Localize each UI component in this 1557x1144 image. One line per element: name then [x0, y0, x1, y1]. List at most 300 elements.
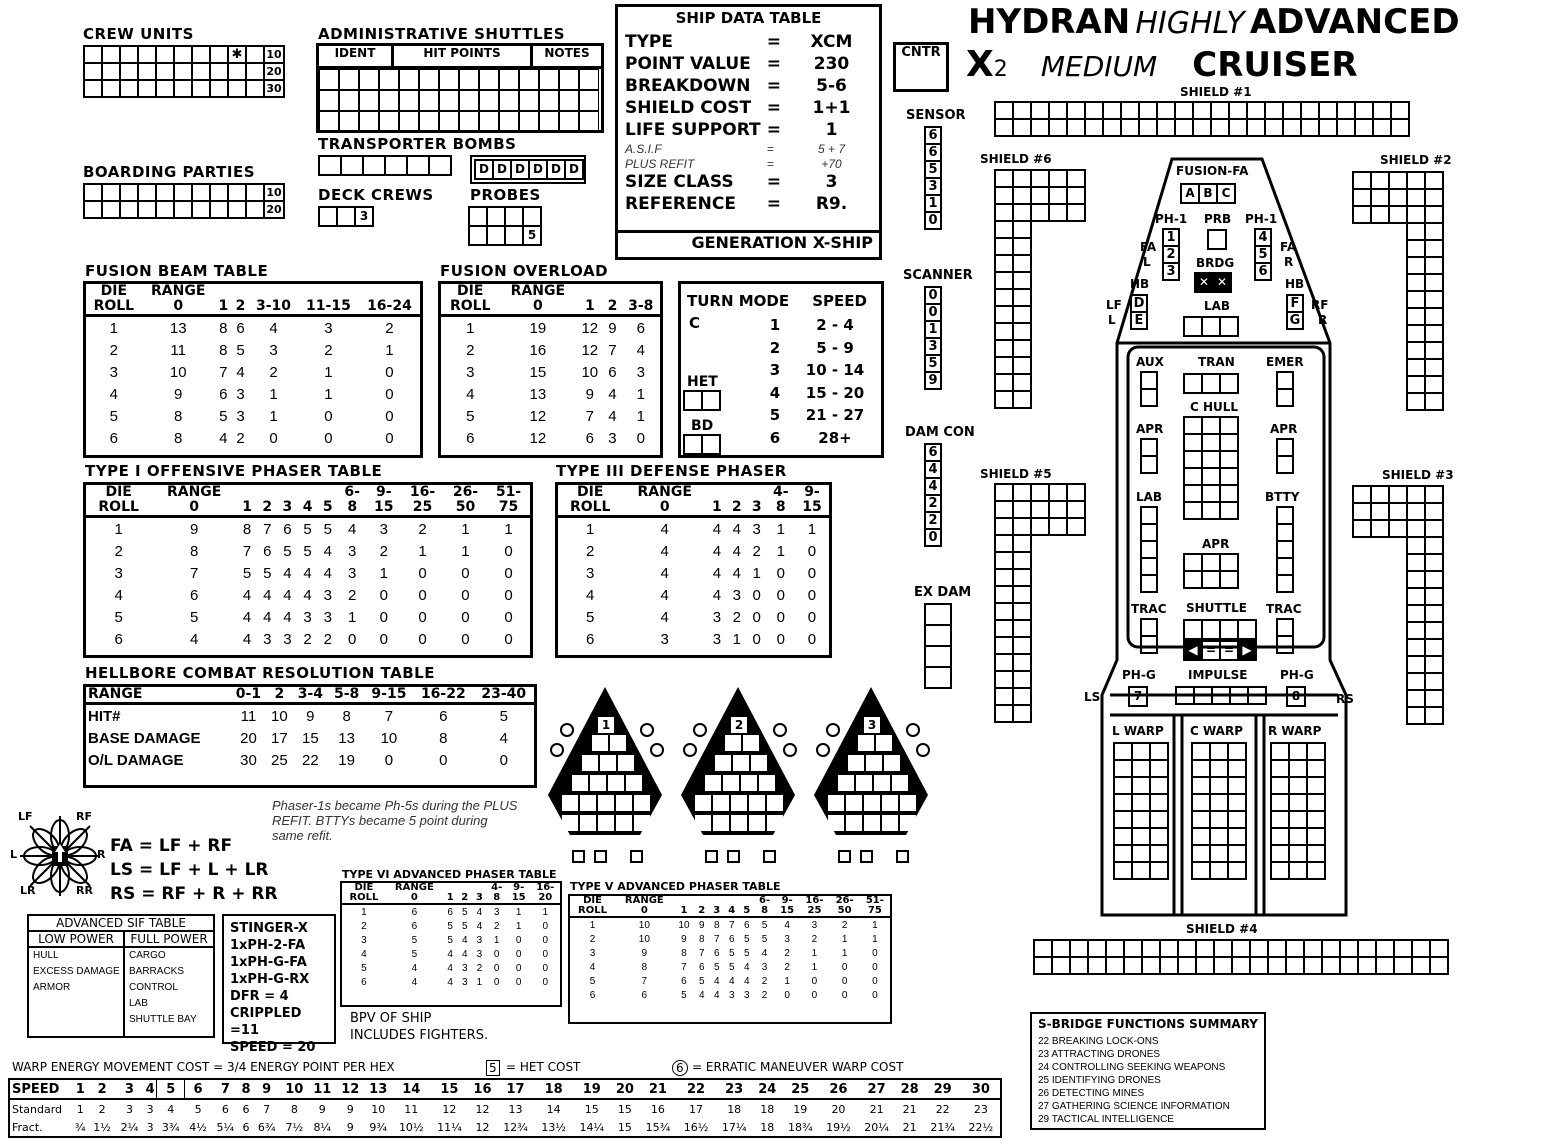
- shield-box[interactable]: [1406, 392, 1426, 411]
- fighter-box[interactable]: [892, 835, 908, 851]
- fighter-weapon-box[interactable]: [705, 850, 718, 863]
- damage-box[interactable]: [1288, 861, 1308, 880]
- fighter-box[interactable]: [598, 795, 614, 811]
- admin-box[interactable]: [499, 69, 519, 90]
- damage-box[interactable]: [1195, 956, 1215, 975]
- shield-box[interactable]: [1424, 706, 1444, 725]
- c-warp-boxes[interactable]: [1191, 742, 1245, 878]
- damage-box[interactable]: [1102, 118, 1122, 137]
- damage-box[interactable]: [1192, 118, 1212, 137]
- fighter-box[interactable]: [838, 835, 854, 851]
- damage-box[interactable]: [1210, 118, 1230, 137]
- fighter-box[interactable]: [864, 795, 880, 811]
- damage-box[interactable]: [1282, 118, 1302, 137]
- scanner-track[interactable]: [924, 288, 942, 390]
- phaser1-left-boxes[interactable]: 1 2 3: [1162, 230, 1180, 281]
- admin-box[interactable]: [579, 69, 599, 90]
- crew-box[interactable]: [173, 79, 193, 98]
- track-box[interactable]: 5: [924, 160, 942, 179]
- phg7-box[interactable]: 7: [1128, 686, 1146, 707]
- sensor-track[interactable]: [924, 128, 942, 230]
- damage-box[interactable]: [1246, 118, 1266, 137]
- damage-box[interactable]: [1159, 956, 1179, 975]
- admin-box[interactable]: [399, 90, 419, 111]
- admin-box[interactable]: [559, 111, 579, 132]
- track-box[interactable]: 4: [924, 460, 942, 479]
- exdam-box[interactable]: [924, 645, 952, 668]
- boarding-parties-grid[interactable]: [83, 183, 285, 217]
- track-box[interactable]: 2: [924, 511, 942, 530]
- transporter-d-boxes[interactable]: D D D D D D: [470, 155, 586, 184]
- bridge-boxes[interactable]: ✕ ✕: [1194, 272, 1230, 293]
- admin-box[interactable]: [359, 111, 379, 132]
- admin-box[interactable]: [499, 90, 519, 111]
- fighter-box[interactable]: [590, 775, 606, 791]
- admin-box[interactable]: [379, 111, 399, 132]
- fighter-box[interactable]: [856, 835, 872, 851]
- shield-box[interactable]: [1388, 519, 1408, 538]
- admin-box[interactable]: [419, 111, 439, 132]
- damage-box[interactable]: [1048, 118, 1068, 137]
- track-box[interactable]: 9: [924, 371, 942, 390]
- damage-box[interactable]: [1227, 861, 1247, 880]
- fighter-box[interactable]: [610, 735, 626, 751]
- shield-box[interactable]: [1030, 517, 1050, 536]
- apr-left-boxes[interactable]: [1140, 440, 1158, 474]
- crew-box[interactable]: ✱: [227, 45, 247, 64]
- c-hull-boxes[interactable]: [1183, 416, 1237, 518]
- fighter-box[interactable]: [592, 735, 608, 751]
- fighter-box[interactable]: [848, 755, 864, 771]
- fighter-box[interactable]: [874, 835, 890, 851]
- fusion-abc[interactable]: A B C: [1180, 183, 1234, 204]
- fighter-box[interactable]: [715, 755, 731, 771]
- fighter-box[interactable]: [598, 815, 614, 831]
- fighter-box[interactable]: [572, 835, 588, 851]
- deck-crews-boxes[interactable]: 3: [318, 206, 372, 227]
- admin-box[interactable]: [579, 90, 599, 111]
- fighter-box[interactable]: [695, 815, 711, 831]
- damage-box[interactable]: [1264, 118, 1284, 137]
- hellbore-fg-boxes[interactable]: F G: [1286, 296, 1304, 330]
- admin-box[interactable]: [519, 111, 539, 132]
- fighter-weapon-box[interactable]: [727, 850, 740, 863]
- track-box[interactable]: 6: [924, 143, 942, 162]
- damage-box[interactable]: [1174, 118, 1194, 137]
- fighter-box[interactable]: [874, 775, 890, 791]
- btty-boxes[interactable]: [1276, 508, 1294, 593]
- damage-box[interactable]: [1012, 118, 1032, 137]
- boarding-box[interactable]: [227, 200, 247, 219]
- warp-cell: 9: [346, 1120, 354, 1134]
- admin-box[interactable]: [559, 90, 579, 111]
- shield-box[interactable]: [1406, 706, 1426, 725]
- fighter-box[interactable]: [741, 835, 757, 851]
- fighter-box[interactable]: [846, 795, 862, 811]
- apr-center-boxes[interactable]: [1183, 553, 1237, 587]
- fighter-box[interactable]: [618, 755, 634, 771]
- fighter-box[interactable]: [767, 795, 783, 811]
- track-box[interactable]: 6: [924, 126, 942, 145]
- track-box[interactable]: 5: [924, 354, 942, 373]
- aux-boxes[interactable]: [1140, 373, 1158, 407]
- fighter-box[interactable]: [876, 735, 892, 751]
- track-box[interactable]: 3: [924, 337, 942, 356]
- admin-box[interactable]: [539, 111, 559, 132]
- shield6[interactable]: [994, 169, 1084, 407]
- damage-box[interactable]: [1390, 118, 1410, 137]
- shield-box[interactable]: [1370, 205, 1390, 224]
- damage-box[interactable]: [1393, 956, 1413, 975]
- shield-box[interactable]: [1048, 517, 1068, 536]
- fighter-box[interactable]: [733, 755, 749, 771]
- admin-box[interactable]: [459, 111, 479, 132]
- admin-box[interactable]: [399, 111, 419, 132]
- admin-box[interactable]: [339, 90, 359, 111]
- het-boxes[interactable]: [683, 390, 719, 411]
- fighter-box[interactable]: [749, 815, 765, 831]
- shield3[interactable]: [1352, 485, 1442, 723]
- transporter-boxes[interactable]: [318, 155, 450, 176]
- boarding-box[interactable]: [119, 200, 139, 219]
- lab-top-boxes[interactable]: [1183, 316, 1237, 337]
- hellbore-de-boxes[interactable]: D E: [1130, 296, 1148, 330]
- admin-box[interactable]: [479, 111, 499, 132]
- crew-box[interactable]: [209, 79, 229, 98]
- damage-box[interactable]: [1318, 118, 1338, 137]
- fighter-box[interactable]: [695, 795, 711, 811]
- fighter-box[interactable]: [828, 795, 844, 811]
- l-warp-boxes[interactable]: [1113, 742, 1167, 878]
- admin-box[interactable]: [319, 90, 339, 111]
- fighter-box[interactable]: [731, 815, 747, 831]
- fighter-box[interactable]: [846, 815, 862, 831]
- crew-box[interactable]: [245, 79, 265, 98]
- track-box[interactable]: 1: [924, 194, 942, 213]
- damage-box[interactable]: [1138, 118, 1158, 137]
- track-box[interactable]: 0: [924, 211, 942, 230]
- boarding-box[interactable]: [191, 200, 211, 219]
- admin-box[interactable]: [459, 90, 479, 111]
- exdam-track[interactable]: [924, 605, 952, 689]
- crew-units-grid[interactable]: [83, 45, 285, 96]
- track-box[interactable]: 0: [924, 286, 942, 305]
- fighter-box[interactable]: [749, 795, 765, 811]
- lab-left-boxes[interactable]: [1140, 508, 1158, 593]
- damage-box[interactable]: [1228, 118, 1248, 137]
- fighter-box[interactable]: [705, 835, 721, 851]
- boarding-box[interactable]: [173, 200, 193, 219]
- admin-box[interactable]: [519, 69, 539, 90]
- track-box[interactable]: 0: [924, 303, 942, 322]
- boarding-box[interactable]: [209, 200, 229, 219]
- trac-left-boxes[interactable]: [1140, 620, 1158, 654]
- damage-box[interactable]: [1429, 956, 1449, 975]
- admin-box[interactable]: [379, 69, 399, 90]
- exdam-box[interactable]: [924, 603, 952, 626]
- fighter-box[interactable]: [582, 755, 598, 771]
- fighter-box[interactable]: [608, 835, 624, 851]
- admin-box[interactable]: [379, 90, 399, 111]
- fighter-box[interactable]: [713, 815, 729, 831]
- fighter-weapon-box[interactable]: [572, 850, 585, 863]
- fighter-weapon-box[interactable]: [860, 850, 873, 863]
- fighter-box[interactable]: [608, 775, 624, 791]
- shield2[interactable]: [1352, 171, 1442, 409]
- damage-box[interactable]: [1033, 956, 1053, 975]
- fighter-box[interactable]: [743, 735, 759, 751]
- fighter-weapon-box[interactable]: [630, 850, 643, 863]
- shield-box[interactable]: [994, 390, 1014, 409]
- system-box[interactable]: [1276, 574, 1294, 593]
- track-box[interactable]: 0: [924, 528, 942, 547]
- damage-box[interactable]: [1141, 956, 1161, 975]
- fighter-box[interactable]: [705, 775, 721, 791]
- admin-box[interactable]: [439, 111, 459, 132]
- damage-box[interactable]: [1306, 861, 1326, 880]
- fighter-box[interactable]: [882, 815, 898, 831]
- damage-box[interactable]: [994, 118, 1014, 137]
- fighter-box[interactable]: [616, 815, 632, 831]
- admin-box[interactable]: [419, 90, 439, 111]
- fighter-box[interactable]: [864, 815, 880, 831]
- admin-box[interactable]: [459, 69, 479, 90]
- admin-box[interactable]: [539, 69, 559, 90]
- damage-box[interactable]: [1066, 118, 1086, 137]
- damage-box[interactable]: [1069, 956, 1089, 975]
- admin-box[interactable]: [559, 69, 579, 90]
- damage-box[interactable]: [1131, 861, 1151, 880]
- damage-box[interactable]: [1229, 686, 1249, 705]
- crew-box[interactable]: [119, 79, 139, 98]
- admin-box[interactable]: [519, 90, 539, 111]
- fighter-box[interactable]: [767, 815, 783, 831]
- shield-box[interactable]: [994, 704, 1014, 723]
- admin-box[interactable]: [479, 90, 499, 111]
- admin-box[interactable]: [439, 90, 459, 111]
- fighter-box[interactable]: [882, 795, 898, 811]
- track-box[interactable]: 2: [924, 494, 942, 513]
- prb-box[interactable]: [1207, 229, 1225, 250]
- fighter-box[interactable]: [626, 775, 642, 791]
- admin-shuttles-box[interactable]: [316, 43, 604, 133]
- fighter-box[interactable]: [590, 835, 606, 851]
- damage-box[interactable]: [1411, 956, 1431, 975]
- damage-box[interactable]: [1336, 118, 1356, 137]
- damage-box[interactable]: [1249, 956, 1269, 975]
- shield1[interactable]: [994, 101, 1408, 135]
- damage-box[interactable]: [1300, 118, 1320, 137]
- admin-box[interactable]: [419, 69, 439, 90]
- shield-box[interactable]: [1424, 392, 1444, 411]
- shield4[interactable]: [1033, 939, 1447, 973]
- damage-box[interactable]: [1267, 956, 1287, 975]
- admin-shuttle-rows[interactable]: [319, 69, 601, 132]
- impulse-boxes[interactable]: [1175, 686, 1265, 703]
- exdam-box[interactable]: [924, 624, 952, 647]
- shield-box[interactable]: [1352, 205, 1372, 224]
- fighter-box[interactable]: [900, 815, 916, 831]
- fighter-box[interactable]: [600, 755, 616, 771]
- damage-box[interactable]: [1030, 118, 1050, 137]
- crew-box[interactable]: [191, 79, 211, 98]
- damage-box[interactable]: [1191, 861, 1211, 880]
- fighter-weapon-box[interactable]: [838, 850, 851, 863]
- fighter-box[interactable]: [892, 775, 908, 791]
- crew-box[interactable]: [101, 79, 121, 98]
- fighter-box[interactable]: [725, 735, 741, 751]
- fighter-box[interactable]: [828, 815, 844, 831]
- damage-box[interactable]: [1321, 956, 1341, 975]
- apr-right-boxes[interactable]: [1276, 440, 1294, 474]
- damcon-track[interactable]: [924, 445, 942, 547]
- phaser1-right-boxes[interactable]: 4 5 6: [1254, 230, 1272, 281]
- fighter-box[interactable]: [884, 755, 900, 771]
- fighter-weapon-box[interactable]: [594, 850, 607, 863]
- trac-right-boxes[interactable]: [1276, 620, 1294, 654]
- damage-box[interactable]: [1270, 861, 1290, 880]
- tran-boxes[interactable]: [1183, 373, 1237, 394]
- damage-box[interactable]: [1149, 861, 1169, 880]
- damage-box[interactable]: [1051, 956, 1071, 975]
- shield-box[interactable]: [1388, 205, 1408, 224]
- damage-box[interactable]: [1084, 118, 1104, 137]
- track-box[interactable]: 3: [924, 177, 942, 196]
- damage-box[interactable]: [1120, 118, 1140, 137]
- table-header: ROLL: [441, 299, 500, 316]
- damage-box[interactable]: [1372, 118, 1392, 137]
- damage-box[interactable]: [1211, 686, 1231, 705]
- damage-box[interactable]: [1201, 501, 1221, 520]
- damage-box[interactable]: [1087, 956, 1107, 975]
- fighter-weapon-box[interactable]: [763, 850, 776, 863]
- damage-box[interactable]: [1219, 570, 1239, 589]
- fighter-box[interactable]: [626, 835, 642, 851]
- admin-box[interactable]: [539, 90, 559, 111]
- damage-box[interactable]: [1339, 956, 1359, 975]
- damage-box[interactable]: [1285, 956, 1305, 975]
- shield-box[interactable]: [1012, 704, 1032, 723]
- boarding-box[interactable]: [245, 200, 265, 219]
- damage-box[interactable]: [1303, 956, 1323, 975]
- damage-box[interactable]: [1213, 956, 1233, 975]
- boarding-box[interactable]: [155, 200, 175, 219]
- fighter-box[interactable]: [900, 795, 916, 811]
- damage-box[interactable]: [1175, 686, 1195, 705]
- shield-box[interactable]: [1352, 519, 1372, 538]
- track-box[interactable]: 4: [924, 477, 942, 496]
- fighter-box[interactable]: [731, 795, 747, 811]
- damage-box[interactable]: [1183, 570, 1203, 589]
- damage-box[interactable]: [1231, 956, 1251, 975]
- damage-box[interactable]: [1375, 956, 1395, 975]
- admin-box[interactable]: [359, 90, 379, 111]
- crew-box[interactable]: [227, 79, 247, 98]
- fighter-box[interactable]: [858, 735, 874, 751]
- damage-box[interactable]: [1183, 501, 1203, 520]
- fighter-box[interactable]: [562, 795, 578, 811]
- admin-box[interactable]: [479, 69, 499, 90]
- admin-box[interactable]: [499, 111, 519, 132]
- phg8-box[interactable]: 8: [1286, 686, 1304, 707]
- fighter-box[interactable]: [713, 795, 729, 811]
- table-header: [232, 284, 249, 299]
- shield-box[interactable]: [1370, 519, 1390, 538]
- boarding-box[interactable]: [83, 200, 103, 219]
- shield-box[interactable]: [1048, 203, 1068, 222]
- fighter-box[interactable]: [580, 795, 596, 811]
- r-warp-boxes[interactable]: [1270, 742, 1324, 878]
- fighter-box[interactable]: [572, 775, 588, 791]
- track-box[interactable]: 6: [924, 443, 942, 462]
- crew-box[interactable]: [137, 79, 157, 98]
- warp-cell: 17: [496, 1080, 534, 1099]
- boarding-box[interactable]: [101, 200, 121, 219]
- boarding-box[interactable]: [137, 200, 157, 219]
- shuttle-bay[interactable]: ◀ = = ▶: [1183, 619, 1255, 661]
- damage-box[interactable]: [1209, 861, 1229, 880]
- admin-box[interactable]: [439, 69, 459, 90]
- shield-box[interactable]: [1030, 203, 1050, 222]
- fighter-box[interactable]: [723, 775, 739, 791]
- fighter-weapon-box[interactable]: [896, 850, 909, 863]
- fighter-box[interactable]: [723, 835, 739, 851]
- fighter-box[interactable]: [741, 775, 757, 791]
- damage-box[interactable]: [1354, 118, 1374, 137]
- fighter-box[interactable]: [856, 775, 872, 791]
- damage-box[interactable]: [1177, 956, 1197, 975]
- admin-box[interactable]: [399, 69, 419, 90]
- crew-box[interactable]: [155, 79, 175, 98]
- emer-boxes[interactable]: [1276, 373, 1294, 407]
- damage-box[interactable]: [1123, 956, 1143, 975]
- damage-box[interactable]: [1219, 501, 1239, 520]
- shield5[interactable]: [994, 483, 1084, 721]
- fighter-box[interactable]: [866, 755, 882, 771]
- damage-box[interactable]: [1113, 861, 1133, 880]
- damage-box[interactable]: [1105, 956, 1125, 975]
- fighter-box[interactable]: [562, 815, 578, 831]
- fighter-box[interactable]: [634, 815, 650, 831]
- admin-box[interactable]: [339, 111, 359, 132]
- probes-boxes[interactable]: 5: [468, 206, 540, 246]
- damage-box[interactable]: [1193, 686, 1213, 705]
- damage-box[interactable]: [1247, 686, 1267, 705]
- fighter-box[interactable]: [759, 835, 775, 851]
- admin-box[interactable]: [579, 111, 599, 132]
- admin-box[interactable]: [339, 69, 359, 90]
- system-box[interactable]: [1140, 574, 1158, 593]
- admin-box[interactable]: [319, 111, 339, 132]
- fighter-box[interactable]: [759, 775, 775, 791]
- fighter-box[interactable]: [616, 795, 632, 811]
- bd-boxes[interactable]: [683, 434, 719, 455]
- damage-box[interactable]: [1201, 570, 1221, 589]
- admin-box[interactable]: [359, 69, 379, 90]
- damage-box[interactable]: [1156, 118, 1176, 137]
- table-header: 2: [694, 906, 709, 917]
- fighter-box[interactable]: [580, 815, 596, 831]
- fighter-box[interactable]: [634, 795, 650, 811]
- damage-box[interactable]: [1357, 956, 1377, 975]
- admin-box[interactable]: [319, 69, 339, 90]
- shield-box[interactable]: [1012, 390, 1032, 409]
- fighter-box[interactable]: [751, 755, 767, 771]
- fighter-box[interactable]: [838, 775, 854, 791]
- cntr-box[interactable]: CNTR: [893, 42, 949, 92]
- track-box[interactable]: 1: [924, 320, 942, 339]
- crew-box[interactable]: [83, 79, 103, 98]
